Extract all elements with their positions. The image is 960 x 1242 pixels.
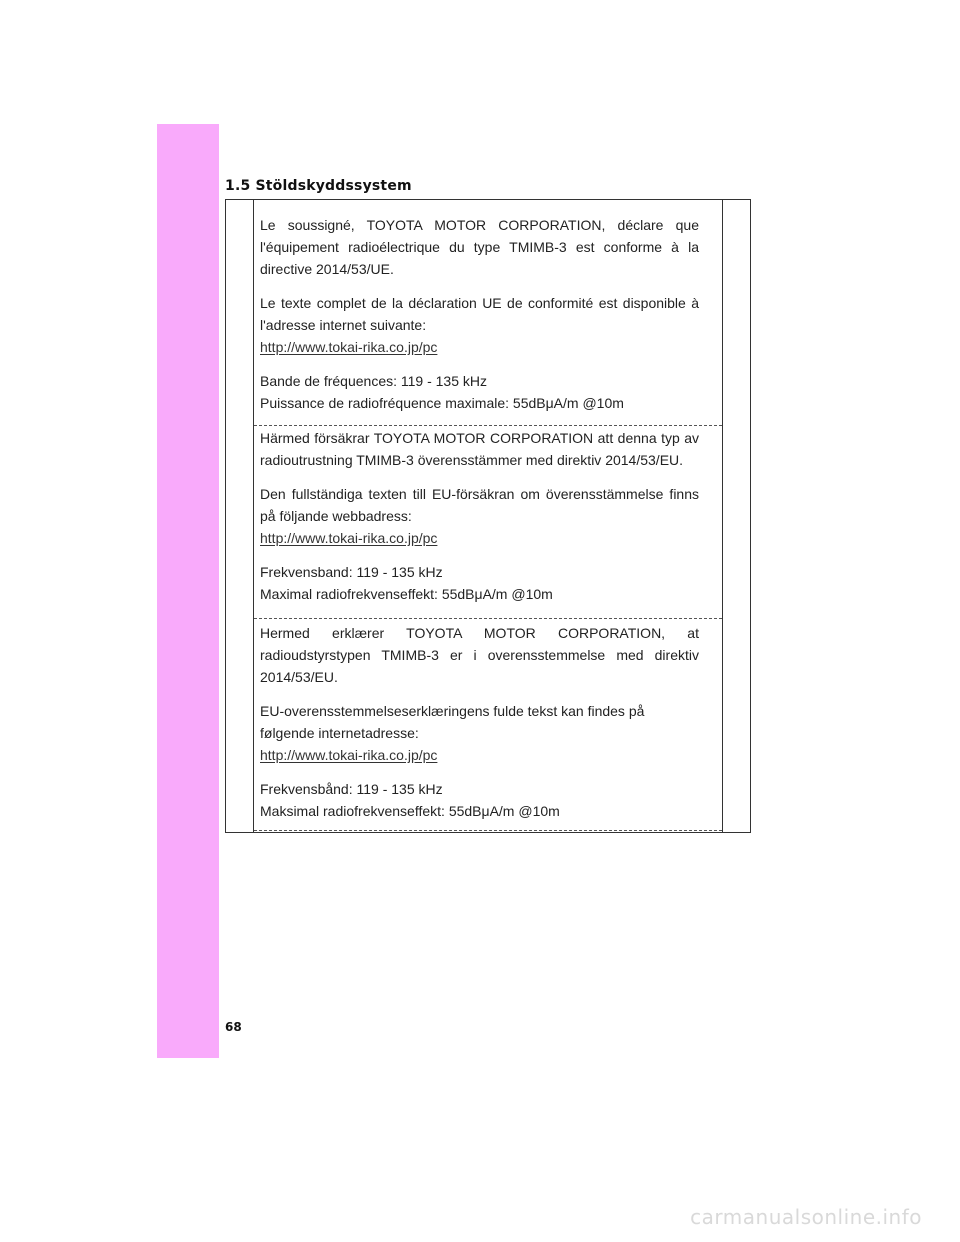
watermark: carmanualsonline.info	[690, 1205, 922, 1229]
chapter-side-tab	[157, 124, 219, 1058]
declaration-url-link[interactable]: http://www.tokai-rika.co.jp/pc	[260, 747, 438, 763]
full-text-note-line-2: følgende internetadresse:	[260, 725, 419, 741]
declaration-block-danish	[260, 622, 699, 822]
declaration-block-french	[260, 214, 699, 414]
frequency-band: Frekvensband: 119 - 135 kHz	[260, 564, 443, 580]
max-power: Maksimal radiofrekvenseffekt: 55dBμA/m @10m	[260, 803, 560, 819]
block-divider	[254, 618, 722, 619]
declaration-block-swedish	[260, 427, 699, 605]
declaration-url-link[interactable]: http://www.tokai-rika.co.jp/pc	[260, 339, 438, 355]
full-text-note: Den fullständiga texten till EU-försäkran om överensstämmelse finns på följande webbadress:	[260, 486, 699, 524]
max-power: Puissance de radiofréquence maximale: 55dBμA/m @10m	[260, 395, 624, 411]
frame-inner-right-rule	[722, 200, 723, 832]
full-text-note: Le texte complet de la déclaration UE de conformité est disponible à l'adresse internet suivante:	[260, 295, 699, 333]
block-divider	[254, 830, 722, 831]
full-text-note-line-1: EU-overensstemmelseserklæringens fulde tekst kan findes på	[260, 703, 645, 719]
frame-inner-left-rule	[253, 200, 254, 832]
page-number: 68	[225, 1020, 242, 1034]
frequency-band: Frekvensbånd: 119 - 135 kHz	[260, 781, 443, 797]
frequency-band: Bande de fréquences: 119 - 135 kHz	[260, 373, 488, 389]
max-power: Maximal radiofrekvenseffekt: 55dBμA/m @10m	[260, 586, 553, 602]
declaration-text: Hermed erklærer TOYOTA MOTOR CORPORATION, at radioudstyrstypen TMIMB-3 er i overensstemmelse med direktiv 2014/53/EU.	[260, 625, 699, 685]
declaration-text: Le soussigné, TOYOTA MOTOR CORPORATION, déclare que l'équipement radioélectrique du type TMIMB-3 est conforme à la directive 2014/53/UE.	[260, 217, 699, 277]
declaration-url-link[interactable]: http://www.tokai-rika.co.jp/pc	[260, 530, 438, 546]
block-divider	[254, 425, 722, 426]
section-title: 1.5 Stöldskyddssystem	[225, 178, 412, 194]
declaration-text: Härmed försäkrar TOYOTA MOTOR CORPORATION att denna typ av radioutrustning TMIMB-3 överensstämmer med direktiv 2014/53/EU.	[260, 430, 699, 468]
